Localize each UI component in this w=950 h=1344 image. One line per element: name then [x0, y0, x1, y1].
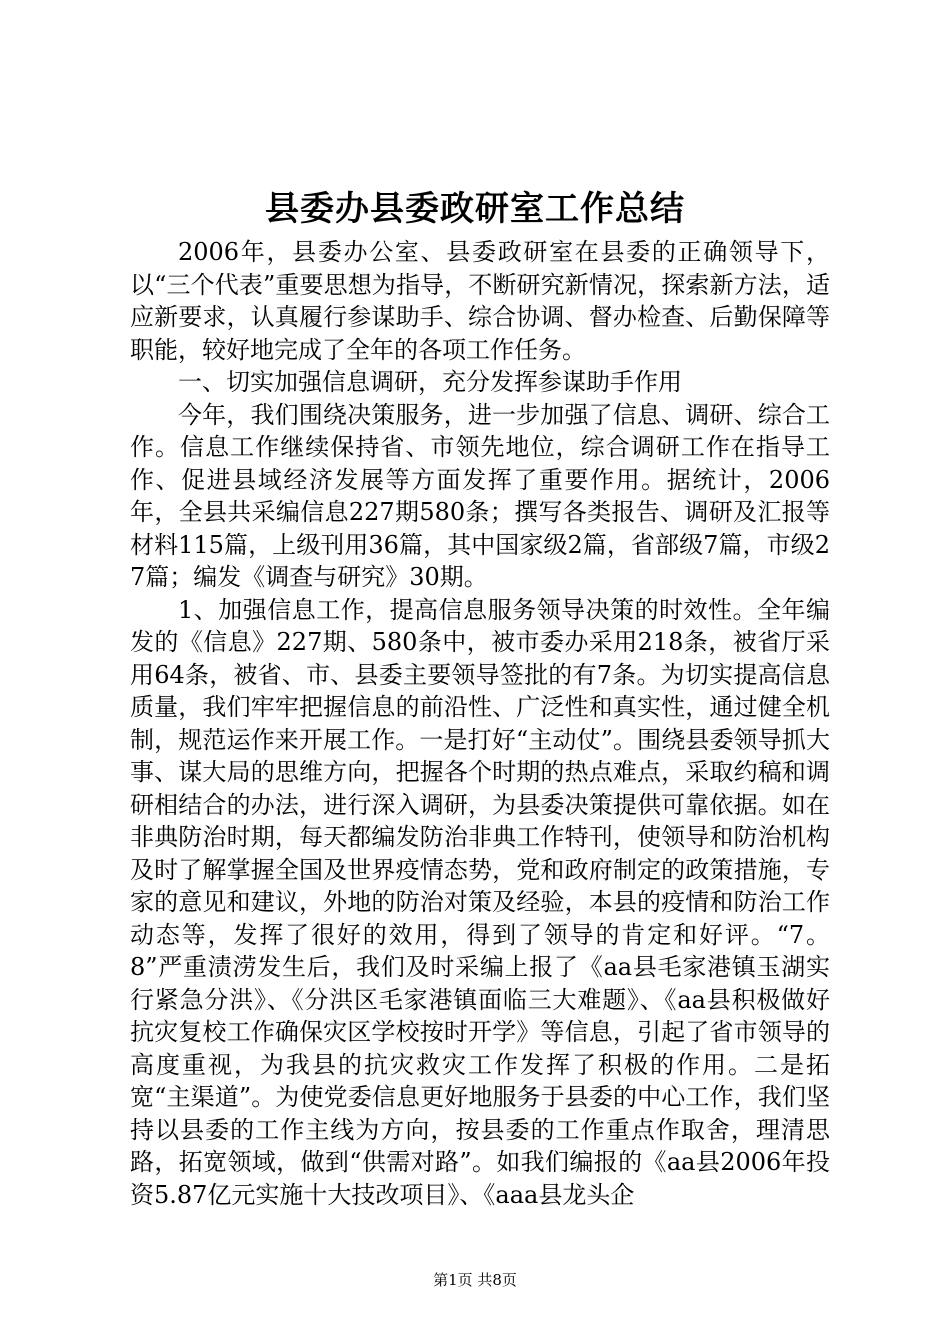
- paragraph-information-work: 1、加强信息工作，提高信息服务领导决策的时效性。全年编发的《信息》227期、580条中，被市委办采用218条，被省厅采用64条，被省、市、县委主要领导签批的有7条。为切实提高信息质量，我们牢牢把握信息的前沿性、广泛性和真实性，通过健全机制，规范运作来开展工作。一是打好“主动仗”。围绕县委领导抓大事、谋大局的思维方向，把握各个时期的热点难点，采取约稿和调研相结合的办法，进行深入调研，为县委决策提供可靠依据。如在非典防治时期，每天都编发防治非典工作特刊，使领导和防治机构及时了解掌握全国及世界疫情态势，党和政府制定的政策措施，专家的意见和建议，外地的防治对策及经验，本县的疫情和防治工作动态等，发挥了很好的效用，得到了领导的肯定和好评。“7。8”严重渍涝发生后，我们及时采编上报了《aa县毛家港镇玉湖实行紧急分洪》、《分洪区毛家港镇面临三大难题》、《aa县积极做好抗灾复校工作确保灾区学校按时开学》等信息，引起了省市领导的高度重视，为我县的抗灾救灾工作发挥了积极的作用。二是拓宽“主渠道”。为使党委信息更好地服务于县委的中心工作，我们坚持以县委的工作主线为方向，按县委的工作重点作取舍，理清思路，拓宽领域，做到“供需对路”。如我们编报的《aa县2006年投资5.87亿元实施十大技改项目》、《aaa县龙头企: [130, 595, 830, 1209]
- paragraph-intro: 2006年，县委办公室、县委政研室在县委的正确领导下，以“三个代表”重要思想为指导，不断研究新情况，探索新方法，适应新要求，认真履行参谋助手、综合协调、督办检查、后勤保障等职能，较好地完成了全年的各项工作任务。: [130, 238, 830, 364]
- paragraph-summary: 今年，我们围绕决策服务，进一步加强了信息、调研、综合工作。信息工作继续保持省、市领先地位，综合调研工作在指导工作、促进县域经济发展等方面发挥了重要作用。据统计，2006年，全县共采编信息227期580条；撰写各类报告、调研及汇报等材料115篇，上级刊用36篇，其中国家级2篇，省部级7篇，市级27篇；编发《调查与研究》30期。: [130, 400, 830, 591]
- document-title: 县委办县委政研室工作总结: [265, 189, 685, 229]
- document-body: [130, 236, 830, 1211]
- page-footer: 第1页 共8页: [433, 1271, 517, 1289]
- section-heading: 一、切实加强信息调研，充分发挥参谋助手作用: [178, 368, 682, 396]
